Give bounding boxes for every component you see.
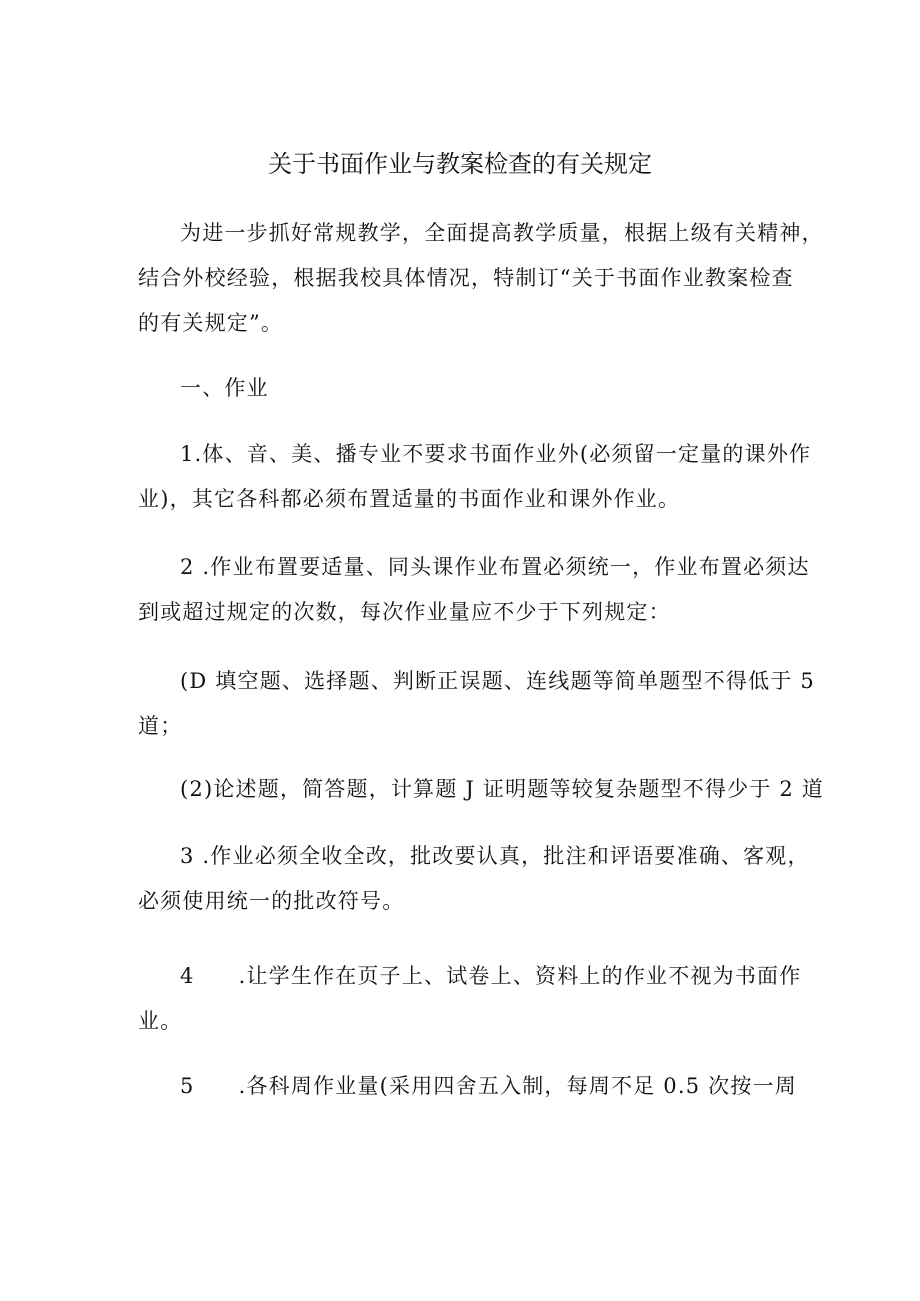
intro-paragraph [138, 211, 824, 346]
item-1-line-1: 1.体、音、美、播专业不要求书面作业外(必须留一定量的课外作 [180, 442, 812, 466]
section-heading-text: 一、作业 [180, 376, 269, 400]
sub-item-2-line-1: (2)论述题，简答题，计算题 J 证明题等较复杂题型不得少于 2 道 [180, 777, 825, 801]
item-5-line-1 [138, 1064, 798, 1109]
item-5-number: 5 [180, 1074, 195, 1098]
intro-line-3: 的有关规定”。 [138, 311, 284, 335]
sub-item-1-line-1: (D 填空题、选择题、判断正误题、连线题等简单题型不得低于 5 [180, 669, 815, 693]
sub-item-1-line-2: 道； [138, 714, 183, 738]
item-5-line-1-text: .各科周作业量(采用四舍五入制，每周不足 0.5 次按一周 [238, 1074, 797, 1098]
document-title: 关于书面作业与教案检查的有关规定 [268, 150, 652, 178]
item-3-line-1: 3 .作业必须全收全改，批改要认真，批注和评语要准确、客观， [180, 844, 810, 868]
item-2-paragraph [138, 545, 810, 635]
item-4-number: 4 [180, 964, 195, 988]
intro-line-2: 结合外校经验，根据我校具体情况，特制订“关于书面作业教案检查 [138, 266, 794, 290]
intro-line-1: 为进一步抓好常规教学，全面提高教学质量，根据上级有关精神， [180, 221, 824, 245]
item-4-line-1 [138, 954, 802, 999]
item-1-paragraph [138, 432, 812, 522]
item-3-paragraph [138, 834, 810, 924]
section-heading [138, 366, 798, 411]
item-4-paragraph [138, 954, 802, 1044]
item-5-paragraph [138, 1064, 798, 1109]
item-4-line-1-text: .让学生作在页子上、试卷上、资料上的作业不视为书面作 [238, 964, 802, 988]
item-2-line-1: 2 .作业布置要适量、同头课作业布置必须统一，作业布置必须达 [180, 555, 810, 579]
item-4-line-2: 业。 [138, 1009, 183, 1033]
sub-item-2-paragraph [138, 767, 825, 812]
item-1-line-2: 业)，其它各科都必须布置适量的书面作业和课外作业。 [138, 487, 681, 511]
sub-item-1-paragraph [138, 659, 815, 749]
item-3-line-2: 必须使用统一的批改符号。 [138, 889, 405, 913]
item-2-line-2: 到或超过规定的次数，每次作业量应不少于下列规定： [138, 600, 671, 624]
